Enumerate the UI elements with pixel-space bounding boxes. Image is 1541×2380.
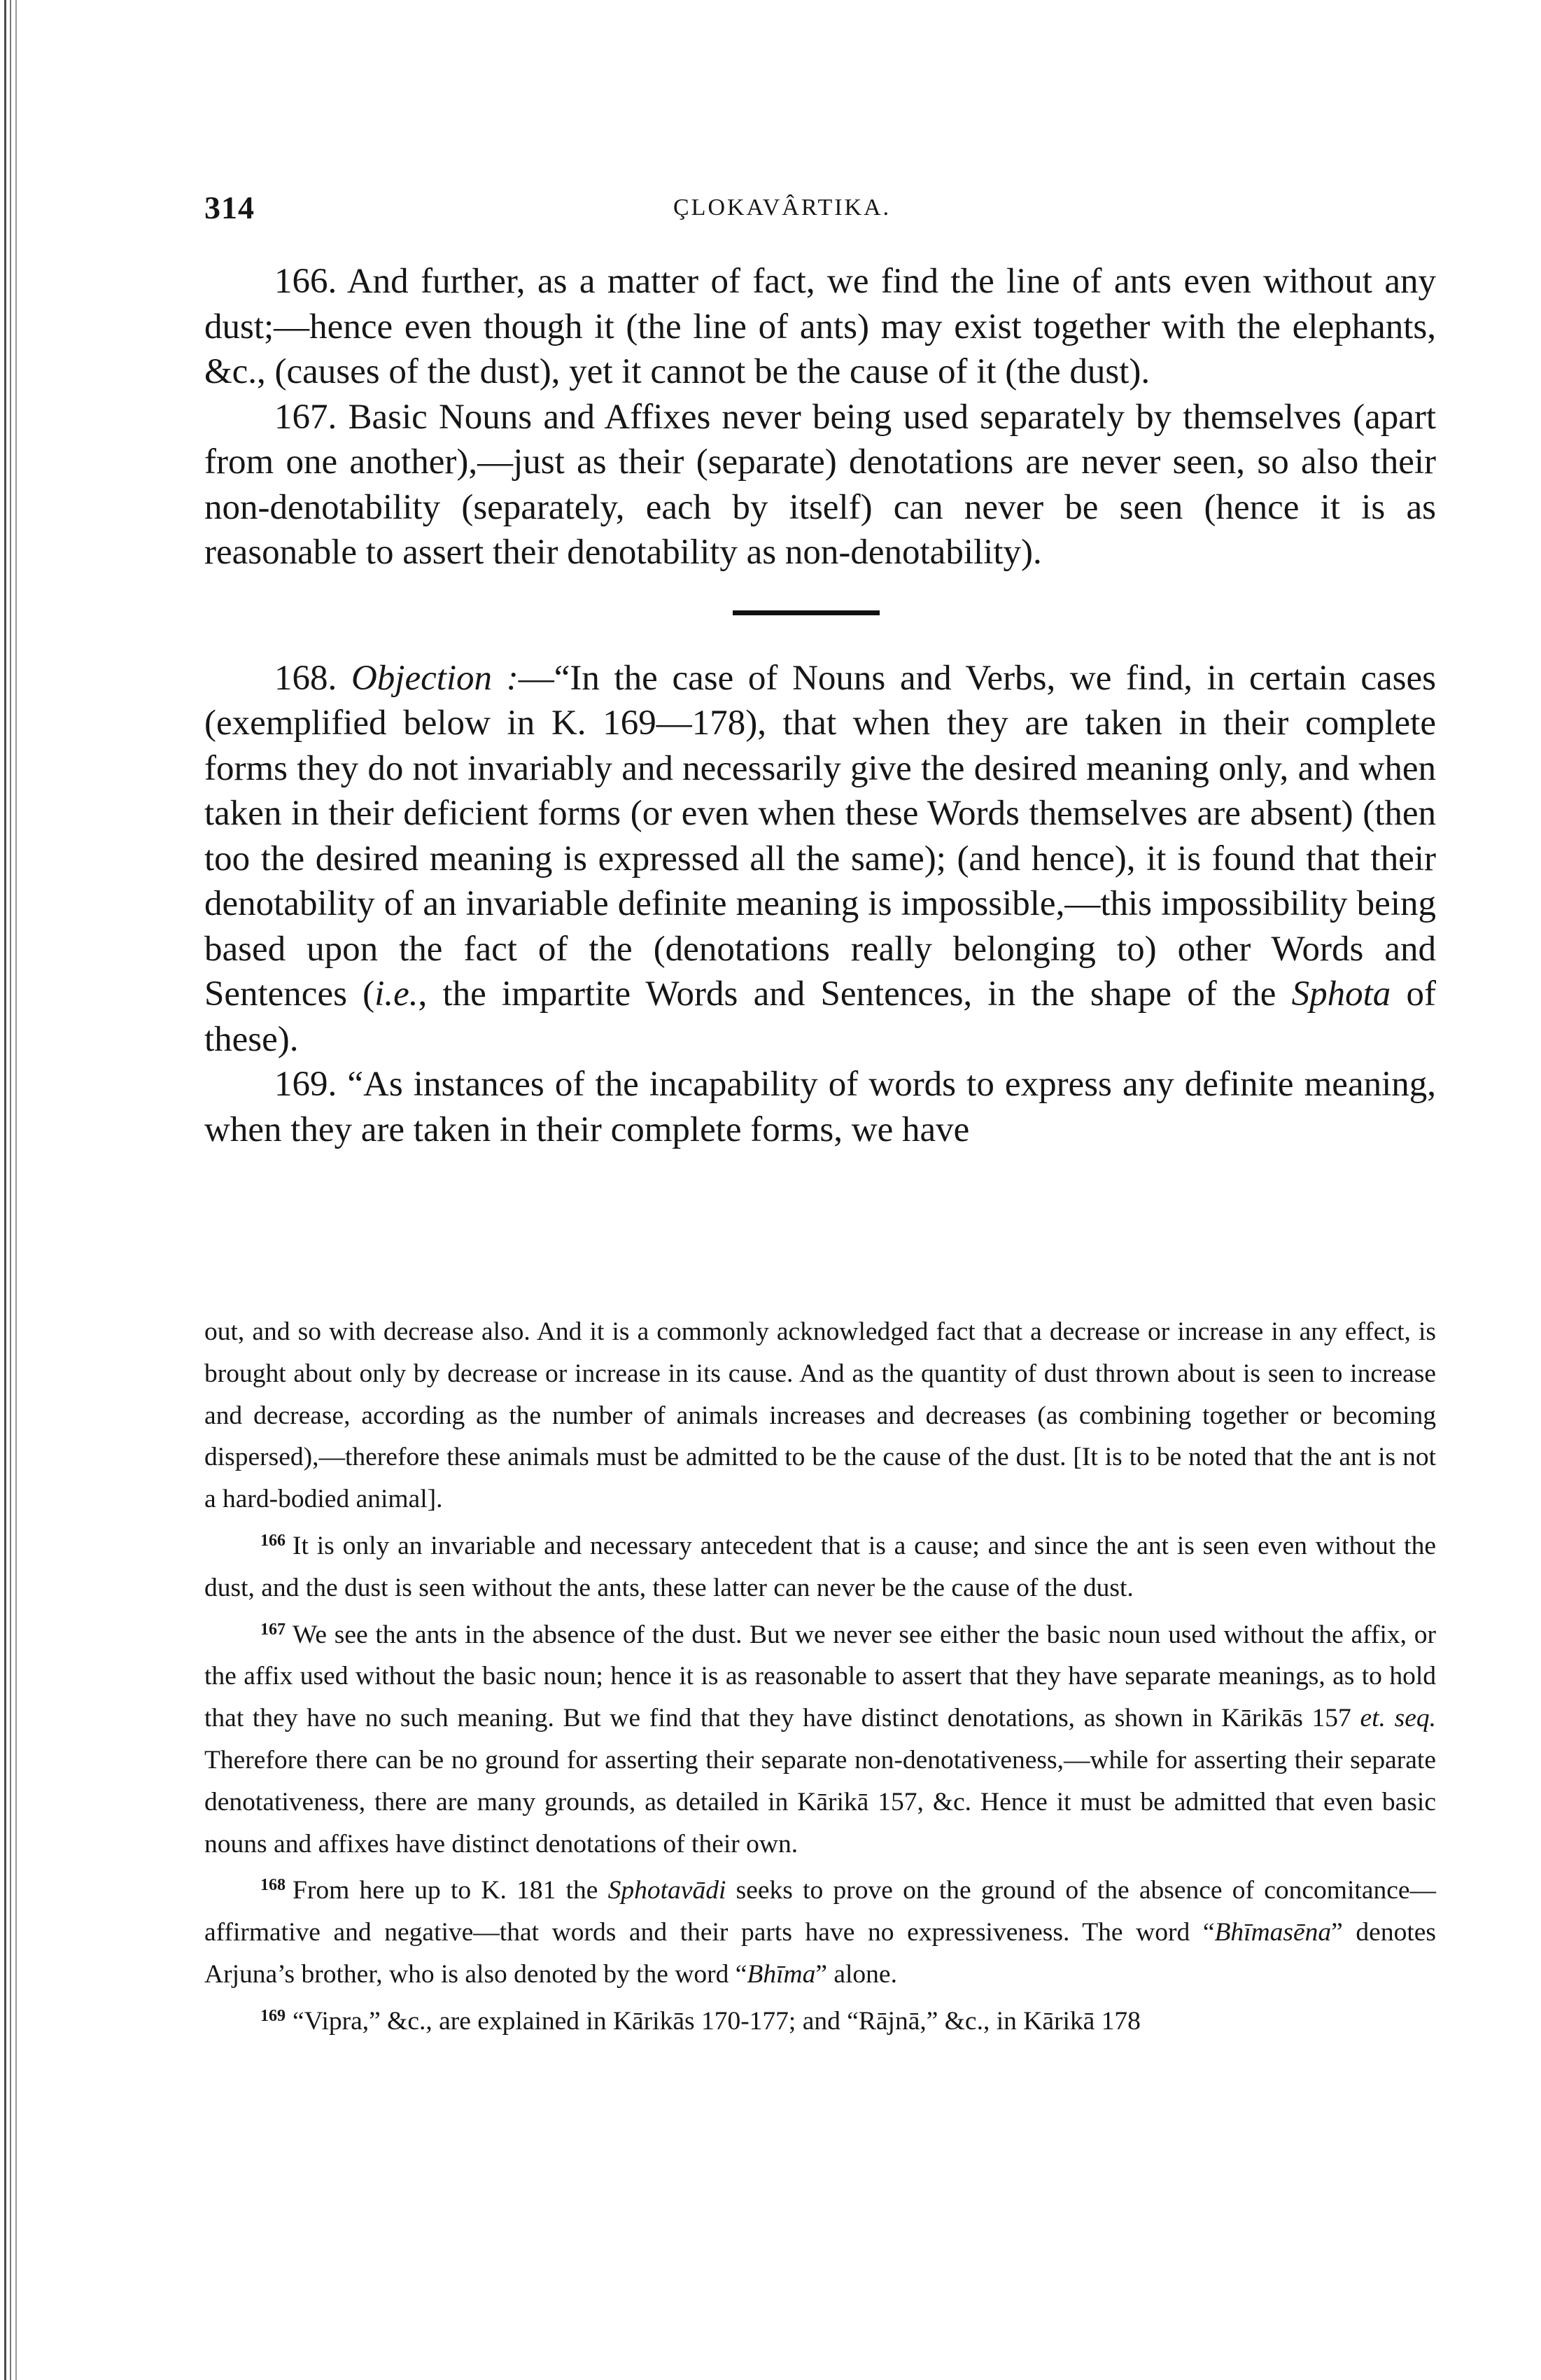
footnote-marker: 168 — [260, 1876, 286, 1895]
footnote-text: We see the ants in the absence of the dust. But we never see either the basic noun used without the affix, or the affix used without the basic noun; hence it is as reasonable to assert that they have separate meanings, as to hold that they have no such meaning. But we find that they have distinct denotations, as shown in Kārikās 157 — [204, 1620, 1436, 1733]
page-header — [204, 189, 1436, 238]
scan-edge-line — [4, 0, 6, 2380]
italic-term: Sphotavādi — [607, 1876, 726, 1905]
paragraph-text: , the impartite Words and Sentences, in the shape of the — [418, 974, 1292, 1014]
section-rule — [733, 610, 880, 615]
paragraph-text: —“In the case of Nouns and Verbs, we find, in certain cases (exemplified below in K. 169—178), that when they are taken in their complete forms they do not invariably and necessarily give the desired meaning only, and when taken in their deficient forms (or even when these Words themselves are absent) (then too the desired meaning is expressed all the same); (and hence), it is found that their denotability of an invariable definite meaning is impossible,—this impossibility being based upon the fact of the (denotations really belonging to) other Words and Sentences ( — [204, 658, 1437, 1014]
page-number: 314 — [204, 190, 255, 225]
footnote-text: It is only an invariable and necessary antecedent that is a cause; and since the ant is seen even without the dust, and the dust is seen without the ants, these latter can never be the cause of the dust. — [204, 1531, 1436, 1602]
footnote-marker: 169 — [260, 2006, 286, 2025]
paragraph-168 — [204, 656, 1436, 1063]
italic-term: Bhīma — [747, 1959, 816, 1989]
paragraph-169: 169. “As instances of the incapability of words to express any definite meaning, when they are taken in their complete forms, we have — [204, 1065, 1436, 1149]
footnote-text: “Vipra,” &c., are explained in Kārikās 170-177; and “Rājnā,” &c., in Kārikā 178 — [293, 2006, 1141, 2036]
italic-term: et. seq. — [1360, 1704, 1436, 1733]
footnote-marker: 166 — [260, 1531, 286, 1550]
footnotes — [204, 1311, 1436, 2043]
footnote-168 — [204, 1865, 1436, 1995]
footnote-text: From here up to K. 181 the — [293, 1876, 608, 1905]
footnote-166 — [204, 1520, 1436, 1609]
footnote-167 — [204, 1609, 1436, 1865]
scan-edge-line — [15, 0, 17, 2380]
footnote-text: ” alone. — [815, 1959, 897, 1989]
italic-term: i.e. — [374, 974, 418, 1014]
objection-label: Objection : — [351, 658, 519, 698]
footnote-text: Therefore there can be no ground for asserting their separate non-denotativeness,—while for asserting their separate denotativeness, there are many grounds, as detailed in Kārikā 157, &c. Hence it must be admitted that even basic nouns and affixes have distinct denotations of their own. — [204, 1745, 1436, 1858]
italic-term: Sphota — [1291, 974, 1391, 1014]
verse-number: 168. — [274, 658, 337, 698]
paragraph-167: 167. Basic Nouns and Affixes never being used separately by themselves (apart from one another),—just as their (separate) denotations are never seen, so also their non-denotability (separately, each by itself) can never be seen (hence it is as reasonable to assert their denotability as non-denotability). — [204, 397, 1436, 572]
footnote-marker: 167 — [260, 1620, 286, 1639]
footnote-continuation: out, and so with decrease also. And it is a commonly acknowledged fact that a decrease or increase in any effect, is brought about only by decrease or increase in its cause. And as the quantity of dust thrown about is seen to increase and decrease, according as the number of animals increases and decreases (as combining together or becoming dispersed),—therefore these animals must be admitted to be the cause of the dust. [It is to be noted that the ant is not a hard-bodied animal]. — [204, 1317, 1436, 1514]
paragraph-text: of these). — [204, 974, 1436, 1059]
paragraph-166: 166. And further, as a matter of fact, we find the line of ants even without any dust;—hence even though it (the line of ants) may exist together with the elephants, &c., (causes of the dust), yet it cannot be the cause of it (the dust). — [204, 262, 1436, 391]
footnote-169 — [204, 1996, 1436, 2043]
footnote-text: ” denotes Arjuna’s brother, who is also denoted by the word “ — [204, 1918, 1436, 1989]
footnote-text: seeks to prove on the ground of the absence of concomitance—affirmative and negative—that words and their parts have no expressiveness. The word “ — [204, 1876, 1436, 1947]
italic-term: Bhīmasēna — [1214, 1918, 1332, 1947]
main-text — [204, 259, 1436, 1152]
scan-edge-line — [10, 0, 11, 2380]
running-title: ÇLOKAVÂRTIKA. — [673, 195, 892, 220]
